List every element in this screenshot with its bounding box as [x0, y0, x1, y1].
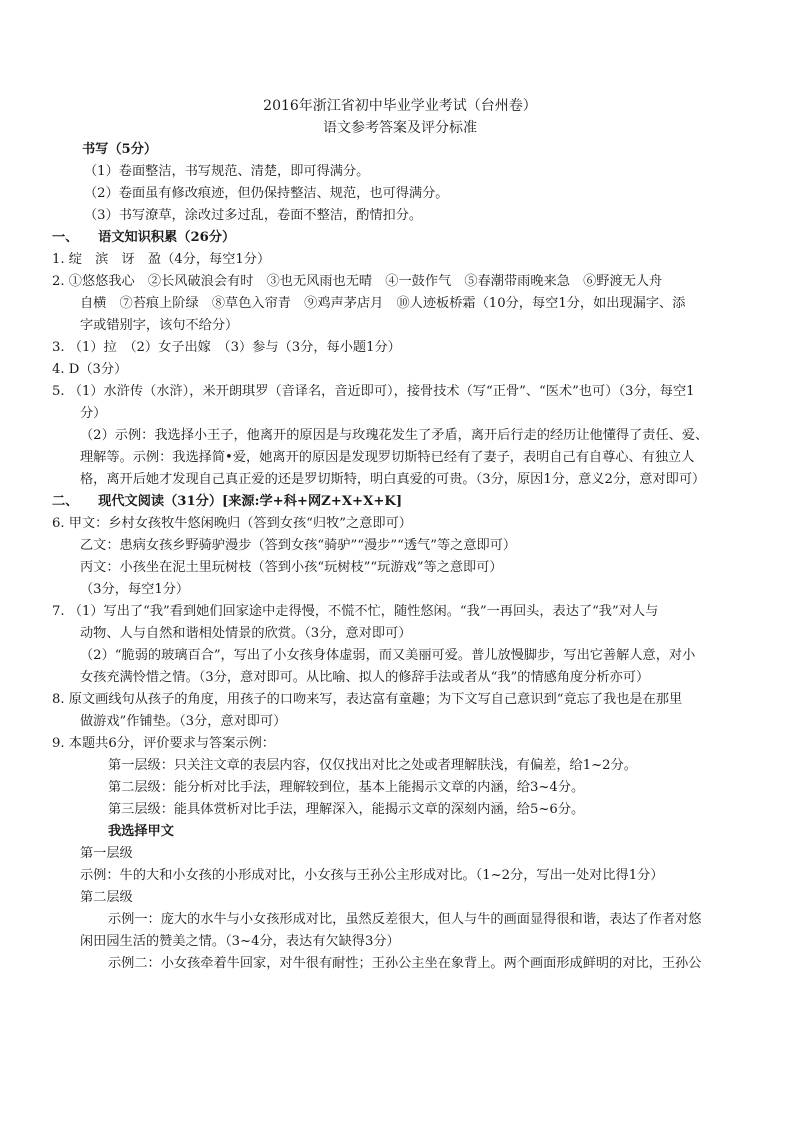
level-2-example-1-line-2: 闲田园生活的赞美之情。（3~4分，表达有欠缺得3分）	[80, 934, 400, 949]
page-title: 2016年浙江省初中毕业学业考试（台州卷）	[263, 98, 537, 114]
question-7-line-3: （2）“脆弱的玻璃百合”，写出了小女孩身体虚弱，而又美丽可爱。普儿放慢脚步，写出它善解人意，对小	[80, 648, 696, 663]
question-7-line-1: 7. （1）写出了“我”看到她们回家途中走得慢，不慌不忙，随性悠闲。“我”一再回头，表达了“我”对人与	[52, 604, 659, 619]
writing-item-1: （1）卷面整洁，书写规范、清楚，即可得满分。	[84, 164, 370, 179]
section2-heading: 二、 现代文阅读（31分）[来源:学+科+网Z+X+X+K]	[52, 494, 403, 509]
level-1-label: 第一层级	[80, 846, 133, 861]
question-5-line-5: 格，离开后她才发现自己真正爱的还是罗切斯特，明白真爱的可贵。（3分，原因1分，意义2分，意对即可）	[80, 472, 706, 487]
writing-heading: 书写（5分）	[82, 142, 158, 157]
question-6-line-4: （3分，每空1分）	[80, 582, 190, 597]
question-5-line-2: 分）	[80, 406, 107, 421]
question-1: 1. 绽 滨 讶 盈（4分，每空1分）	[52, 252, 271, 267]
question-2-line-3: 字或错别字，该句不给分）	[80, 318, 239, 333]
question-7-line-2: 动物、人与自然和谐相处情景的欣赏。（3分，意对即可）	[80, 626, 412, 641]
choice-heading: 我选择甲文	[108, 824, 174, 839]
section1-heading: 一、 语文知识积累（26分）	[52, 230, 236, 245]
question-3: 3. （1）拉 （2）女子出嫁 （3）参与（3分，每小题1分）	[52, 340, 401, 355]
question-5-line-3: （2）示例：我选择小王子，他离开的原因是与玫瑰花发生了矛盾，离开后行走的经历让他懂得了责任、爱、	[80, 428, 709, 443]
writing-item-2: （2）卷面虽有修改痕迹，但仍保持整洁、规范，也可得满分。	[84, 186, 449, 201]
level-2-label: 第二层级	[80, 890, 133, 905]
question-6-line-3: 丙文：小孩坐在泥土里玩树枝（答到小孩“玩树枝”“玩游戏”等之意即可）	[80, 560, 503, 575]
page-subtitle: 语文参考答案及评分标准	[323, 120, 477, 136]
question-7-line-4: 女孩充满怜惜之情。（3分，意对即可。从比喻、拟人的修辞手法或者从“我”的情感角度分析亦可）	[80, 670, 650, 685]
question-9-level-1: 第一层级：只关注文章的表层内容，仅仅找出对比之处或者理解肤浅，有偏差，给1~2分。	[108, 758, 637, 773]
question-6-line-2: 乙文：患病女孩乡野骑驴漫步（答到女孩“骑驴”“漫步”“透气”等之意即可）	[80, 538, 517, 553]
question-4: 4. D（3分）	[52, 362, 128, 377]
level-1-example: 示例：牛的大和小女孩的小形成对比，小女孩与王孙公主形成对比。（1~2分，写出一处对比得1分）	[80, 868, 664, 883]
question-8-line-2: 做游戏”作铺垫。（3分，意对即可）	[80, 714, 287, 729]
writing-item-3: （3）书写潦草，涂改过多过乱，卷面不整洁，酌情扣分。	[84, 208, 423, 223]
level-2-example-2-line-1: 示例二：小女孩牵着牛回家，对牛很有耐性；王孙公主坐在象背上。两个画面形成鲜明的对比，王孙公	[108, 956, 702, 971]
question-6-line-1: 6. 甲文：乡村女孩牧牛悠闲晚归（答到女孩“归牧”之意即可）	[52, 516, 412, 531]
question-9-level-3: 第三层级：能具体赏析对比手法，理解深入，能揭示文章的深刻内涵，给5~6分。	[108, 802, 585, 817]
question-5-line-1: 5. （1）水浒传（水浒），米开朗琪罗（音译名，音近即可），接骨技术（写“正骨”、“医术”也可）（3分，每空1	[52, 384, 695, 399]
question-2-line-2: 自横 ⑦苔痕上阶绿 ⑧草色入帘青 ⑨鸡声茅店月 ⑩人迹板桥霜（10分，每空1分，如出现漏字、添	[80, 296, 686, 311]
question-9-line-1: 9. 本题共6分，评价要求与答案示例：	[52, 736, 275, 751]
question-5-line-4: 理解等。示例：我选择简•爱，她离开的原因是发现罗切斯特已经有了妻子，表明自己有自尊心、有独立人	[80, 450, 695, 465]
question-8-line-1: 8. 原文画线句从孩子的角度，用孩子的口吻来写，表达富有童趣；为下文写自己意识到“竟忘了我也是在那里	[52, 692, 683, 707]
question-2-line-1: 2. ①悠悠我心 ②长风破浪会有时 ③也无风雨也无晴 ④一鼓作气 ⑤春潮带雨晚来急 ⑥野渡无人舟	[52, 274, 663, 289]
level-2-example-1-line-1: 示例一：庞大的水牛与小女孩形成对比，虽然反差很大，但人与牛的画面显得很和谐，表达了作者对悠	[108, 912, 702, 927]
question-9-level-2: 第二层级：能分析对比手法，理解较到位，基本上能揭示文章的内涵，给3~4分。	[108, 780, 585, 795]
